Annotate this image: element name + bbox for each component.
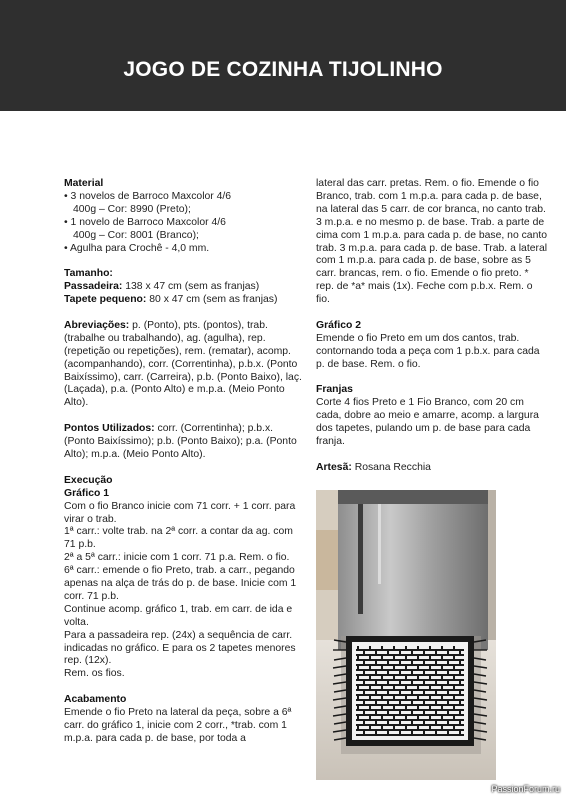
execucao-line: 1ª carr.: volte trab. na 2ª corr. a contar da ag. com 71 p.b. (64, 526, 293, 551)
artesa-credit: Artesã: Rosana Recchia (316, 461, 431, 473)
grafico1-heading: Gráfico 1 (64, 487, 110, 499)
rug-photo-illustration (316, 490, 496, 780)
tamanho-heading: Tamanho: (64, 268, 113, 280)
execucao-line: Com o fio Branco inicie com 71 corr. + 1 corr. para virar o trab. (64, 500, 296, 525)
pontos-paragraph: Pontos Utilizados: corr. (Correntinha); p.b.x. (Ponto Baixíssimo); p.b. (Ponto Baixo); p.a. (Ponto Alto); m.p.a. (Meio Ponto Alto). (64, 423, 297, 460)
execucao-line: 6ª carr.: emende o fio Preto, trab. a carr., pegando apenas na alça de trás do p. de base. Inicie com 1 corr. 71 p.b. (64, 565, 297, 602)
acabamento-text-continued: lateral das carr. pretas. Rem. o fio. Emende o fio Branco, trab. com 1 m.p.a. para cada p. de base, na lateral das 5 carr. de cor branca, no canto trab. 3 m.p.a. e no mesmo p. de base. Trab. a parte de cima com 1 m.p.a. para cada p. de base, no canto trab. 3 m.p.a. para cada p. de base. Trab. a lateral com 1 m.p.a. para cada p. de base, sobre as 5 carr. brancas, rem. o fio. Emende o fio preto. * rep. de *a* mais (1x). Feche com p.b.x. Rem. o fio. (316, 178, 548, 306)
acabamento-heading: Acabamento (64, 694, 127, 706)
passadeira-size: Passadeira: 138 x 47 cm (sem as franjas) (64, 281, 260, 293)
grafico2-heading: Gráfico 2 (316, 319, 362, 331)
franjas-heading: Franjas (316, 384, 353, 396)
page-title: JOGO DE COZINHA TIJOLINHO (123, 58, 443, 81)
franjas-text: Corte 4 fios Preto e 1 Fio Branco, com 20 cm cada, dobre ao meio e amarre, acomp. a largura dos tapetes, pulando um p. de base para cada franja. (316, 397, 539, 448)
acabamento-text-start: Emende o fio Preto na lateral da peça, sobre a 6ª carr. do gráfico 1, inicie com 2 corr., *trab. com 1 m.p.a. para cada p. de base, por toda a (64, 707, 292, 744)
left-column (64, 178, 304, 746)
execucao-line: Para a passadeira rep. (24x) a sequência de carr. indicadas no gráfico. E para os 2 tapetes menores rep. (12x). (64, 629, 296, 667)
material-item: • 1 novelo de Barroco Maxcolor 4/6 400g – Cor: 8001 (Branco); (64, 216, 226, 241)
material-list (64, 191, 304, 256)
abreviacoes-paragraph: Abreviações: p. (Ponto), pts. (pontos), trab. (trabalhe ou trabalhando), ag. (agulha), rep. (repetição ou repetições), rem. (rematar), acomp. (acompanhando), corr. (Correntinha), p.b.x. (Ponto Baixíssimo), carr. (Carreira), p.b. (Ponto Baixo), laç. (Laçada), p.a. (Ponto Alto) e m.p.a. (Meio Ponto Alto). (64, 319, 302, 409)
execucao-line: Rem. os fios. (64, 668, 125, 680)
execucao-line: 2ª a 5ª carr.: inicie com 1 corr. 71 p.a. Rem. o fio. (64, 552, 290, 564)
tapete-size: Tapete pequeno: 80 x 47 cm (sem as franjas) (64, 294, 278, 306)
watermark: PassionForum.ru (491, 784, 560, 794)
rug-photo (316, 490, 496, 780)
page-header (0, 0, 566, 111)
right-column (316, 178, 548, 475)
material-item: • Agulha para Crochê - 4,0 mm. (64, 242, 210, 254)
grafico2-text: Emende o fio Preto em um dos cantos, trab. contornando toda a peça com 1 p.b.x. para cada p. de base. Rem. o fio. (316, 332, 540, 370)
execucao-line: Continue acomp. gráfico 1, trab. em carr. de ida e volta. (64, 603, 293, 628)
execucao-heading: Execução (64, 474, 113, 486)
material-heading: Material (64, 178, 104, 189)
material-item: • 3 novelos de Barroco Maxcolor 4/6 400g – Cor: 8990 (Preto); (64, 190, 232, 215)
